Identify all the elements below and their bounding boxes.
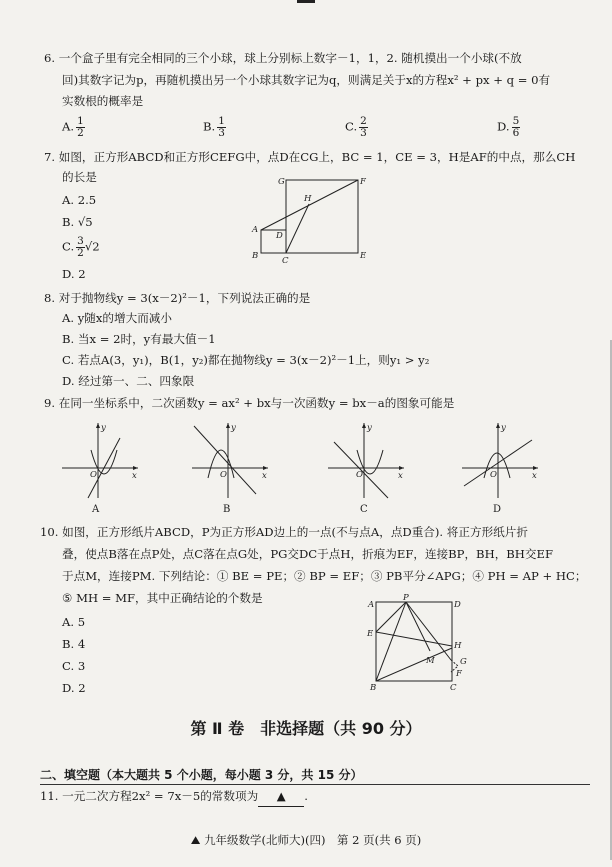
q9-graph-b[interactable] xyxy=(190,420,270,500)
q7-option-c[interactable]: C. $\frac{3}{2}$ √2 xyxy=(62,235,100,259)
q10-line4: ⑤ MH = MF，其中正确结论的个数是 xyxy=(62,591,263,605)
svg-text:y: y xyxy=(231,423,236,433)
q10-line1: 10. 如图，正方形纸片ABCD，P为正方形AD边上的一点(不与点A，点D重合). 将正方形纸片折 xyxy=(40,525,528,539)
svg-text:x: x xyxy=(132,471,137,481)
q6-option-a[interactable]: A. $\frac{1}{2}$ xyxy=(62,115,84,139)
svg-text:M: M xyxy=(426,656,435,666)
q7-label-f: F xyxy=(360,177,366,187)
q7-label-h: H xyxy=(304,194,312,204)
svg-text:x: x xyxy=(262,471,267,481)
q7-line1: 7. 如图，正方形ABCD和正方形CEFG中，点D在CG上，BC = 1，CE = 3，H是AF的中点，那么CH xyxy=(44,150,576,164)
q7-option-a[interactable]: A. 2.5 xyxy=(62,193,97,207)
q6-option-d[interactable]: D. $\frac{5}{6}$ xyxy=(497,115,520,139)
svg-text:P: P xyxy=(403,593,409,603)
svg-text:C: C xyxy=(450,683,457,693)
q9-label-a: A xyxy=(92,504,100,515)
q10-option-d[interactable]: D. 2 xyxy=(62,681,86,695)
svg-text:y: y xyxy=(367,423,372,433)
section-rule xyxy=(40,784,590,785)
q10-option-a[interactable]: A. 5 xyxy=(62,615,86,629)
q7-option-d[interactable]: D. 2 xyxy=(62,267,86,281)
footer: ⛰ 九年级数学(北师大)(四) 第 2 页(共 6 页) xyxy=(190,833,422,847)
q7-label-g: G xyxy=(278,177,285,187)
svg-text:O: O xyxy=(220,470,227,480)
svg-text:G: G xyxy=(460,657,467,667)
q6-line3: 实数根的概率是 xyxy=(62,94,144,108)
q9-label-c: C xyxy=(360,504,368,515)
q9-graph-d[interactable] xyxy=(460,420,540,500)
q9-graph-c[interactable] xyxy=(326,420,406,500)
q7-figure xyxy=(244,172,374,264)
q9-label-d: D xyxy=(493,504,502,515)
q8-option-d[interactable]: D. 经过第一、二、四象限 xyxy=(62,374,195,388)
top-mark xyxy=(297,0,315,3)
part2-title: 第 Ⅱ 卷 非选择题（共 90 分） xyxy=(190,719,422,738)
svg-text:x: x xyxy=(398,471,403,481)
q6-option-b[interactable]: B. $\frac{1}{3}$ xyxy=(203,115,225,139)
svg-text:O: O xyxy=(490,470,497,480)
q8-line1: 8. 对于抛物线y = 3(x－2)²－1，下列说法正确的是 xyxy=(44,291,311,305)
q7-option-b[interactable]: B. √5 xyxy=(62,215,93,229)
q10-line2: 叠，使点B落在点P处，点C落在点G处，PG交DC于点H，折痕为EF，连接BP，BH，BH交EF xyxy=(62,547,554,561)
q10-figure xyxy=(366,593,472,693)
q8-option-b[interactable]: B. 当x = 2时，y有最大值－1 xyxy=(62,332,216,346)
q6-option-c[interactable]: C. $\frac{2}{3}$ xyxy=(345,115,367,139)
q8-option-c[interactable]: C. 若点A(3，y₁)，B(1，y₂)都在抛物线y = 3(x－2)²－1上，则y₁ > y₂ xyxy=(62,353,430,367)
q6-line2: 回)其数字记为p，再随机摸出另一个小球其数字记为q，则满足关于x的方程x² + px + q = 0有 xyxy=(62,73,551,87)
svg-text:E: E xyxy=(367,629,374,639)
svg-text:x: x xyxy=(532,471,537,481)
q6-line1: 6. 一个盒子里有完全相同的三个小球，球上分别标上数字－1，1，2. 随机摸出一个小球(不放 xyxy=(44,51,522,65)
q7-label-a: A xyxy=(252,225,259,235)
q7-label-b: B xyxy=(252,251,259,261)
q7-line2: 的长是 xyxy=(62,170,97,184)
svg-text:O: O xyxy=(356,470,363,480)
q7-label-d: D xyxy=(276,231,283,241)
q10-option-c[interactable]: C. 3 xyxy=(62,659,86,673)
svg-text:F: F xyxy=(456,669,462,679)
svg-text:A: A xyxy=(368,600,375,610)
q7-label-c: C xyxy=(282,256,289,266)
q9-graph-a[interactable] xyxy=(60,420,140,500)
svg-text:D: D xyxy=(454,600,461,610)
q11-line: 11. 一元二次方程2x² = 7x－5的常数项为 ▲ . xyxy=(40,786,308,807)
svg-text:H: H xyxy=(454,641,462,651)
svg-text:O: O xyxy=(90,470,97,480)
section2-heading: 二、填空题（本大题共 5 个小题，每小题 3 分，共 15 分） xyxy=(40,768,363,782)
svg-text:B: B xyxy=(370,683,377,693)
q9-line1: 9. 在同一坐标系中，二次函数y = ax² + bx与一次函数y = bx－a的图象可能是 xyxy=(44,396,455,410)
q11-blank[interactable]: ▲ xyxy=(258,786,304,807)
svg-text:y: y xyxy=(501,423,506,433)
q7-label-e: E xyxy=(360,251,367,261)
q10-line3: 于点M，连接PM. 下列结论：① BE = PE；② BP = EF；③ PB平分∠APG；④ PH = AP + HC； xyxy=(62,569,587,583)
q9-label-b: B xyxy=(223,504,231,515)
logo-triangle-icon: ⛰ xyxy=(190,833,201,847)
svg-text:y: y xyxy=(101,423,106,433)
q10-option-b[interactable]: B. 4 xyxy=(62,637,86,651)
q8-option-a[interactable]: A. y随x的增大而减小 xyxy=(62,311,172,325)
